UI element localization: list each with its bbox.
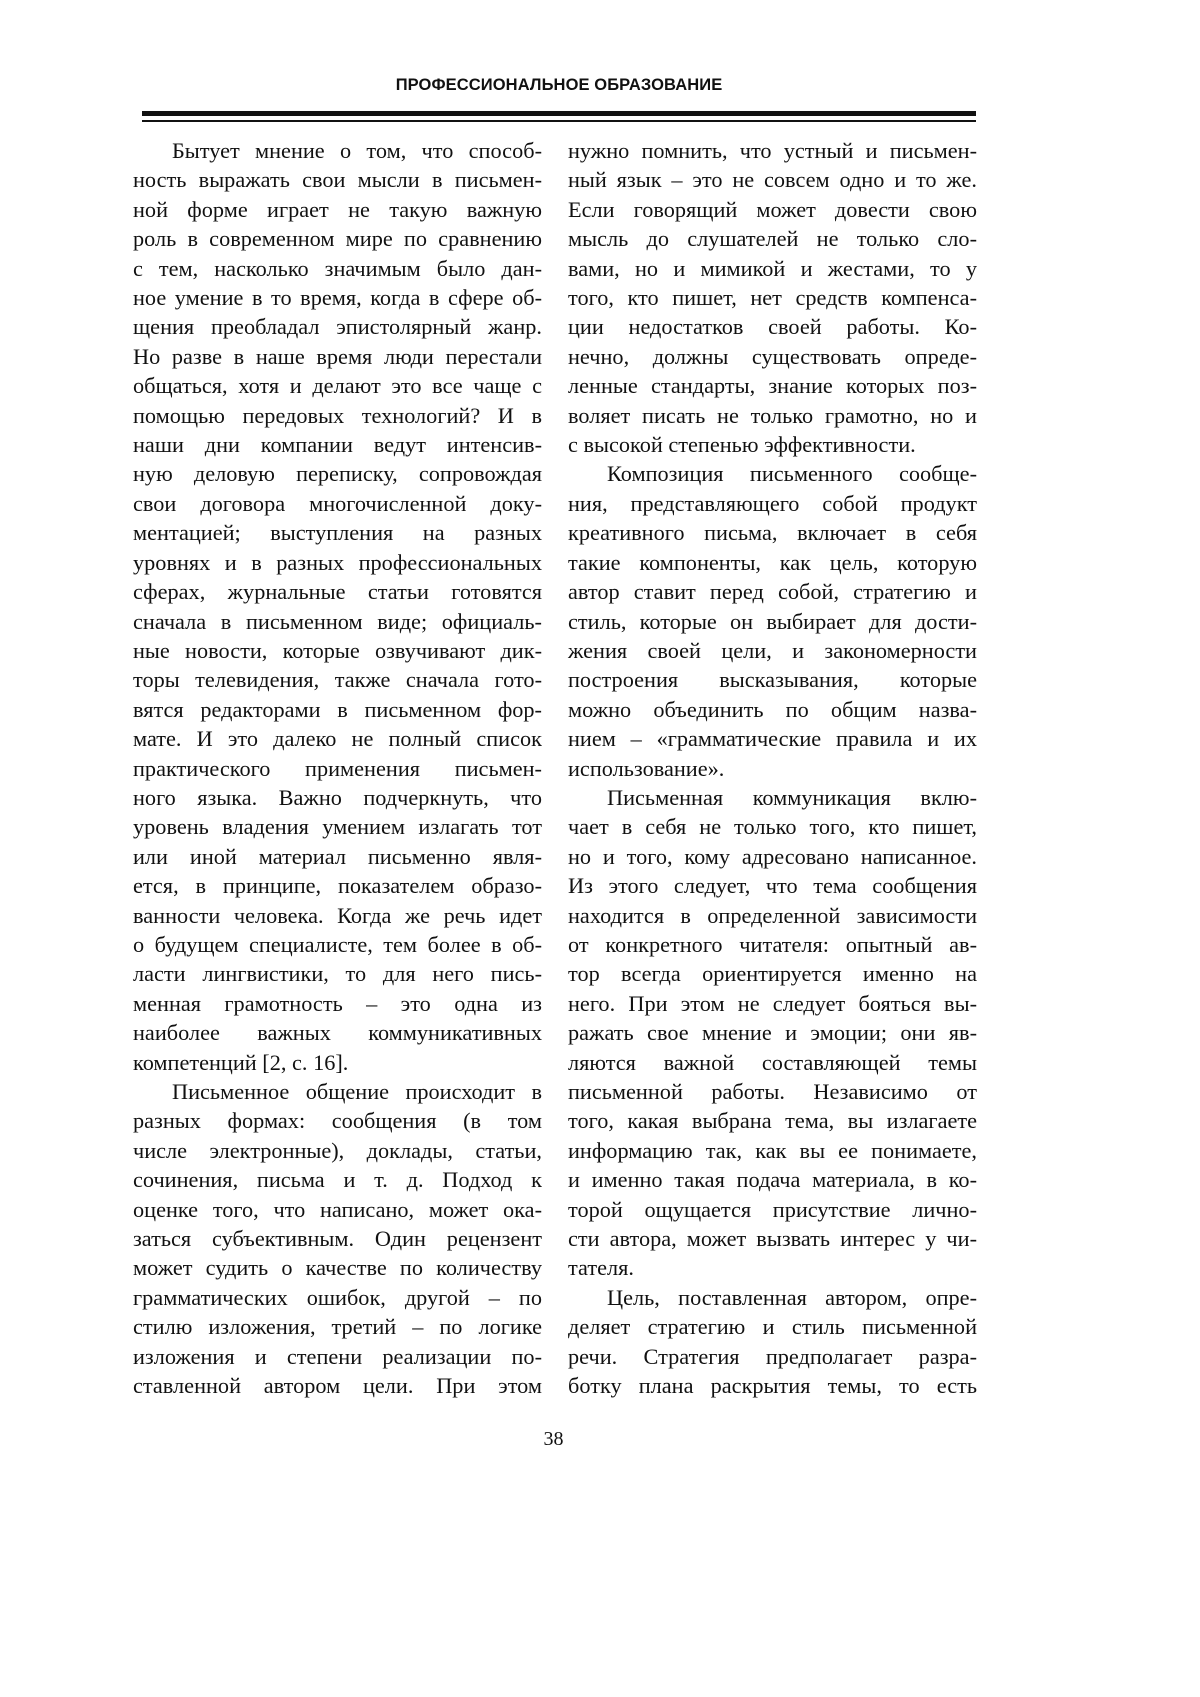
- text-line: компетенций [2, с. 16].: [133, 1048, 542, 1077]
- text-line: можно объединить по общим назва-: [568, 695, 977, 724]
- text-line: ной форме играет не такую важную: [133, 195, 542, 224]
- text-line: Но разве в наше время люди перестали: [133, 342, 542, 371]
- text-line: Композиция письменного сообще-: [568, 459, 977, 488]
- text-line: щения преобладал эпистолярный жанр.: [133, 312, 542, 341]
- text-line: числе электронные), доклады, статьи,: [133, 1136, 542, 1165]
- text-line: ции недостатков своей работы. Ко-: [568, 312, 977, 341]
- text-line: сферах, журнальные статьи готовятся: [133, 577, 542, 606]
- text-line: ется, в принципе, показателем образо-: [133, 871, 542, 900]
- text-line: нужно помнить, что устный и письмен-: [568, 136, 977, 165]
- text-line: но и того, кому адресовано написанное.: [568, 842, 977, 871]
- text-line: о будущем специалисте, тем более в об-: [133, 930, 542, 959]
- text-line: Бытует мнение о том, что способ-: [133, 136, 542, 165]
- text-line: грамматических ошибок, другой – по: [133, 1283, 542, 1312]
- text-line: Письменное общение происходит в: [133, 1077, 542, 1106]
- right-column: [568, 136, 977, 1400]
- text-line: него. При этом не следует бояться вы-: [568, 989, 977, 1018]
- header-rule-thick: [142, 111, 976, 116]
- text-line: Если говорящий может довести свою: [568, 195, 977, 224]
- text-line: наиболее важных коммуникативных: [133, 1018, 542, 1047]
- text-line: ный язык – это не совсем одно и то же.: [568, 165, 977, 194]
- text-line: ные новости, которые озвучивают дик-: [133, 636, 542, 665]
- text-line: ленные стандарты, знание которых поз-: [568, 371, 977, 400]
- paragraph: [568, 136, 977, 459]
- text-line: воляет писать не только грамотно, но и: [568, 401, 977, 430]
- text-line: ное умение в то время, когда в сфере об-: [133, 283, 542, 312]
- text-line: мате. И это далеко не полный список: [133, 724, 542, 753]
- paragraph: [133, 1077, 542, 1400]
- paragraph: [568, 1283, 977, 1401]
- text-line: вятся редакторами в письменном фор-: [133, 695, 542, 724]
- text-line: или иной материал письменно явля-: [133, 842, 542, 871]
- text-line: мысль до слушателей не только сло-: [568, 224, 977, 253]
- text-line: помощью передовых технологий? И в: [133, 401, 542, 430]
- text-line: наши дни компании ведут интенсив-: [133, 430, 542, 459]
- text-line: ванности человека. Когда же речь идет: [133, 901, 542, 930]
- text-line: торой ощущается присутствие лично-: [568, 1195, 977, 1224]
- text-line: ражать свое мнение и эмоции; они яв-: [568, 1018, 977, 1047]
- text-line: деляет стратегию и стиль письменной: [568, 1312, 977, 1341]
- text-line: может судить о качестве по количеству: [133, 1253, 542, 1282]
- running-header: ПРОФЕССИОНАЛЬНОЕ ОБРАЗОВАНИЕ: [142, 76, 976, 95]
- text-line: речи. Стратегия предполагает разра-: [568, 1342, 977, 1371]
- text-line: ную деловую переписку, сопровождая: [133, 459, 542, 488]
- paragraph: [568, 459, 977, 782]
- text-line: уровнях и в разных профессиональных: [133, 548, 542, 577]
- text-line: ментацией; выступления на разных: [133, 518, 542, 547]
- text-line: жения своей цели, и закономерности: [568, 636, 977, 665]
- text-line: информацию так, как вы ее понимаете,: [568, 1136, 977, 1165]
- text-line: Из этого следует, что тема сообщения: [568, 871, 977, 900]
- text-line: использование».: [568, 754, 977, 783]
- text-line: Цель, поставленная автором, опре-: [568, 1283, 977, 1312]
- text-line: того, кто пишет, нет средств компенса-: [568, 283, 977, 312]
- paragraph: [133, 136, 542, 1077]
- text-line: тателя.: [568, 1253, 977, 1282]
- text-line: роль в современном мире по сравнению: [133, 224, 542, 253]
- text-line: стиль, которые он выбирает для дости-: [568, 607, 977, 636]
- text-line: того, какая выбрана тема, вы излагаете: [568, 1106, 977, 1135]
- text-line: практического применения письмен-: [133, 754, 542, 783]
- text-line: письменной работы. Независимо от: [568, 1077, 977, 1106]
- text-line: ляются важной составляющей темы: [568, 1048, 977, 1077]
- text-line: уровень владения умением излагать тот: [133, 812, 542, 841]
- text-line: разных формах: сообщения (в том: [133, 1106, 542, 1135]
- text-line: с высокой степенью эффективности.: [568, 430, 977, 459]
- text-line: от конкретного читателя: опытный ав-: [568, 930, 977, 959]
- text-line: изложения и степени реализации по-: [133, 1342, 542, 1371]
- text-line: Письменная коммуникация вклю-: [568, 783, 977, 812]
- text-line: сти автора, может вызвать интерес у чи-: [568, 1224, 977, 1253]
- text-line: нечно, должны существовать опреде-: [568, 342, 977, 371]
- text-line: ность выражать свои мысли в письмен-: [133, 165, 542, 194]
- text-line: менная грамотность – это одна из: [133, 989, 542, 1018]
- text-line: такие компоненты, как цель, которую: [568, 548, 977, 577]
- text-line: стилю изложения, третий – по логике: [133, 1312, 542, 1341]
- text-line: торы телевидения, также сначала гото-: [133, 665, 542, 694]
- text-line: ставленной автором цели. При этом: [133, 1371, 542, 1400]
- text-line: нием – «грамматические правила и их: [568, 724, 977, 753]
- text-line: находится в определенной зависимости: [568, 901, 977, 930]
- text-line: вами, но и мимикой и жестами, то у: [568, 254, 977, 283]
- text-line: заться субъективным. Один рецензент: [133, 1224, 542, 1253]
- text-line: креативного письма, включает в себя: [568, 518, 977, 547]
- text-line: общаться, хотя и делают это все чаще с: [133, 371, 542, 400]
- text-line: сначала в письменном виде; официаль-: [133, 607, 542, 636]
- text-line: чает в себя не только того, кто пишет,: [568, 812, 977, 841]
- text-line: свои договора многочисленной доку-: [133, 489, 542, 518]
- paragraph: [568, 783, 977, 1283]
- text-line: с тем, насколько значимым было дан-: [133, 254, 542, 283]
- text-line: автор ставит перед собой, стратегию и: [568, 577, 977, 606]
- left-column: [133, 136, 542, 1400]
- text-line: ботку плана раскрытия темы, то есть: [568, 1371, 977, 1400]
- text-line: сочинения, письма и т. д. Подход к: [133, 1165, 542, 1194]
- header-rule-thin: [142, 120, 976, 122]
- text-line: тор всегда ориентируется именно на: [568, 959, 977, 988]
- text-line: ного языка. Важно подчеркнуть, что: [133, 783, 542, 812]
- text-line: оценке того, что написано, может ока-: [133, 1195, 542, 1224]
- text-line: ласти лингвистики, то для него пись-: [133, 959, 542, 988]
- page-number: 38: [0, 1428, 1107, 1451]
- text-line: ния, представляющего собой продукт: [568, 489, 977, 518]
- text-line: построения высказывания, которые: [568, 665, 977, 694]
- text-line: и именно такая подача материала, в ко-: [568, 1165, 977, 1194]
